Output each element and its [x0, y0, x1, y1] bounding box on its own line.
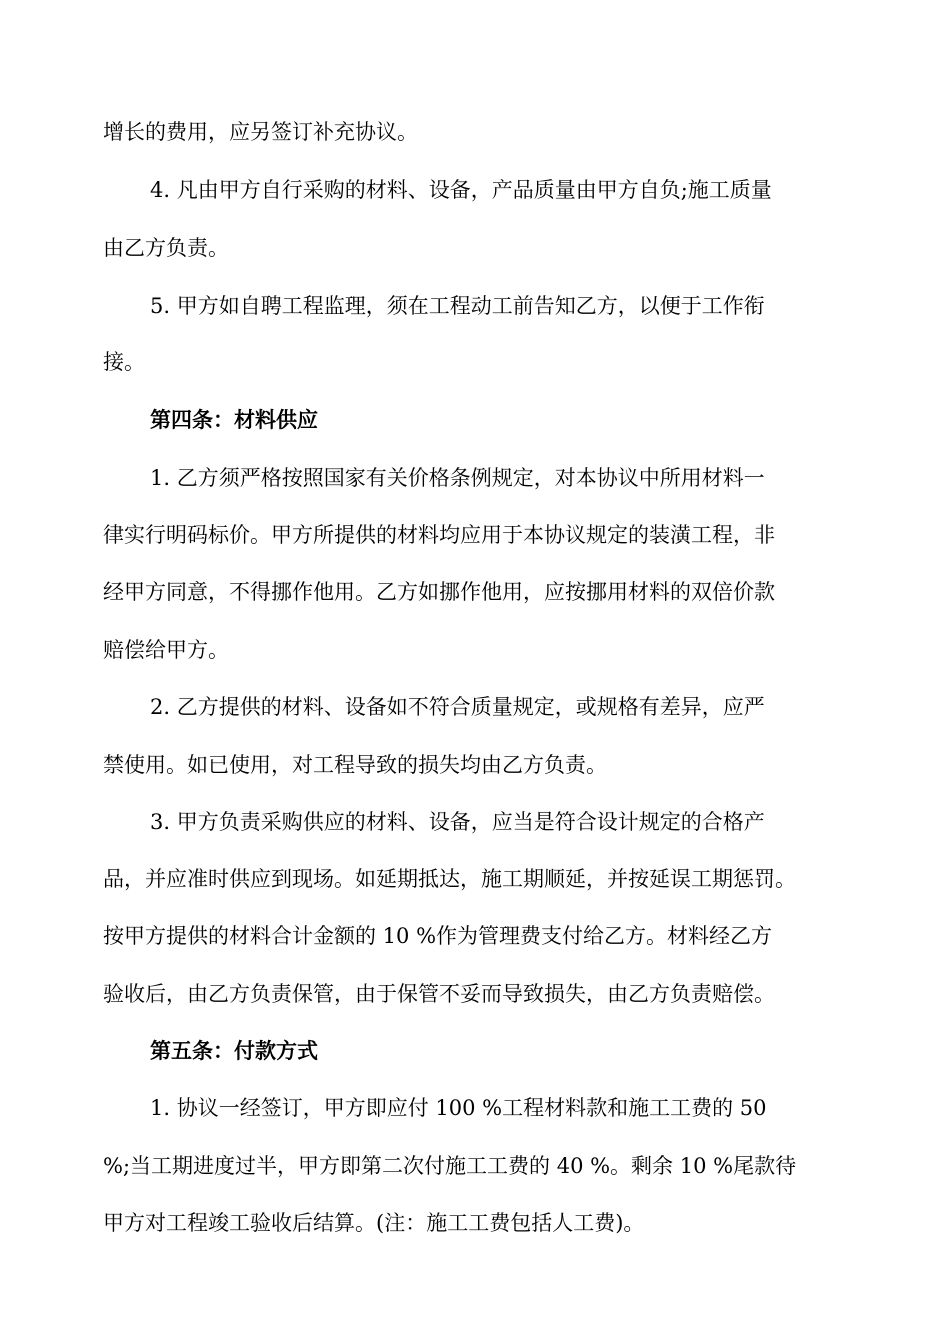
- paragraph-line: 4. 凡由甲方自行采购的材料、设备，产品质量由甲方自负;施工质量: [150, 178, 772, 202]
- section-heading: 第五条：付款方式: [150, 1038, 318, 1063]
- paragraph-line: 甲方对工程竣工验收后结算。(注：施工工费包括人工费)。: [103, 1211, 645, 1235]
- paragraph-line: 由乙方负责。: [103, 236, 229, 260]
- paragraph-line: 2. 乙方提供的材料、设备如不符合质量规定，或规格有差异，应严: [150, 695, 765, 719]
- paragraph-line: 1. 协议一经签订，甲方即应付 100 %工程材料款和施工工费的 50: [150, 1096, 767, 1120]
- paragraph-line: %;当工期进度过半，甲方即第二次付施工工费的 40 %。剩余 10 %尾款待: [103, 1154, 797, 1178]
- paragraph-line: 1. 乙方须严格按照国家有关价格条例规定，对本协议中所用材料一: [150, 466, 765, 490]
- paragraph-line: 律实行明码标价。甲方所提供的材料均应用于本协议规定的装潢工程，非: [103, 523, 775, 547]
- paragraph-line: 增长的费用，应另签订补充协议。: [103, 120, 418, 144]
- paragraph-line: 3. 甲方负责采购供应的材料、设备，应当是符合设计规定的合格产: [150, 810, 765, 834]
- paragraph-line: 经甲方同意，不得挪作他用。乙方如挪作他用，应按挪用材料的双倍价款: [103, 580, 775, 604]
- paragraph-line: 品，并应准时供应到现场。如延期抵达，施工期顺延，并按延误工期惩罚。: [103, 867, 796, 891]
- section-heading: 第四条：材料供应: [150, 407, 318, 432]
- paragraph-line: 禁使用。如已使用，对工程导致的损失均由乙方负责。: [103, 753, 607, 777]
- paragraph-line: 按甲方提供的材料合计金额的 10 %作为管理费支付给乙方。材料经乙方: [103, 924, 773, 948]
- paragraph-line: 验收后，由乙方负责保管，由于保管不妥而导致损失，由乙方负责赔偿。: [103, 982, 775, 1006]
- paragraph-line: 接。: [103, 350, 145, 374]
- paragraph-line: 5. 甲方如自聘工程监理，须在工程动工前告知乙方，以便于工作衔: [150, 294, 765, 318]
- paragraph-line: 赔偿给甲方。: [103, 638, 229, 662]
